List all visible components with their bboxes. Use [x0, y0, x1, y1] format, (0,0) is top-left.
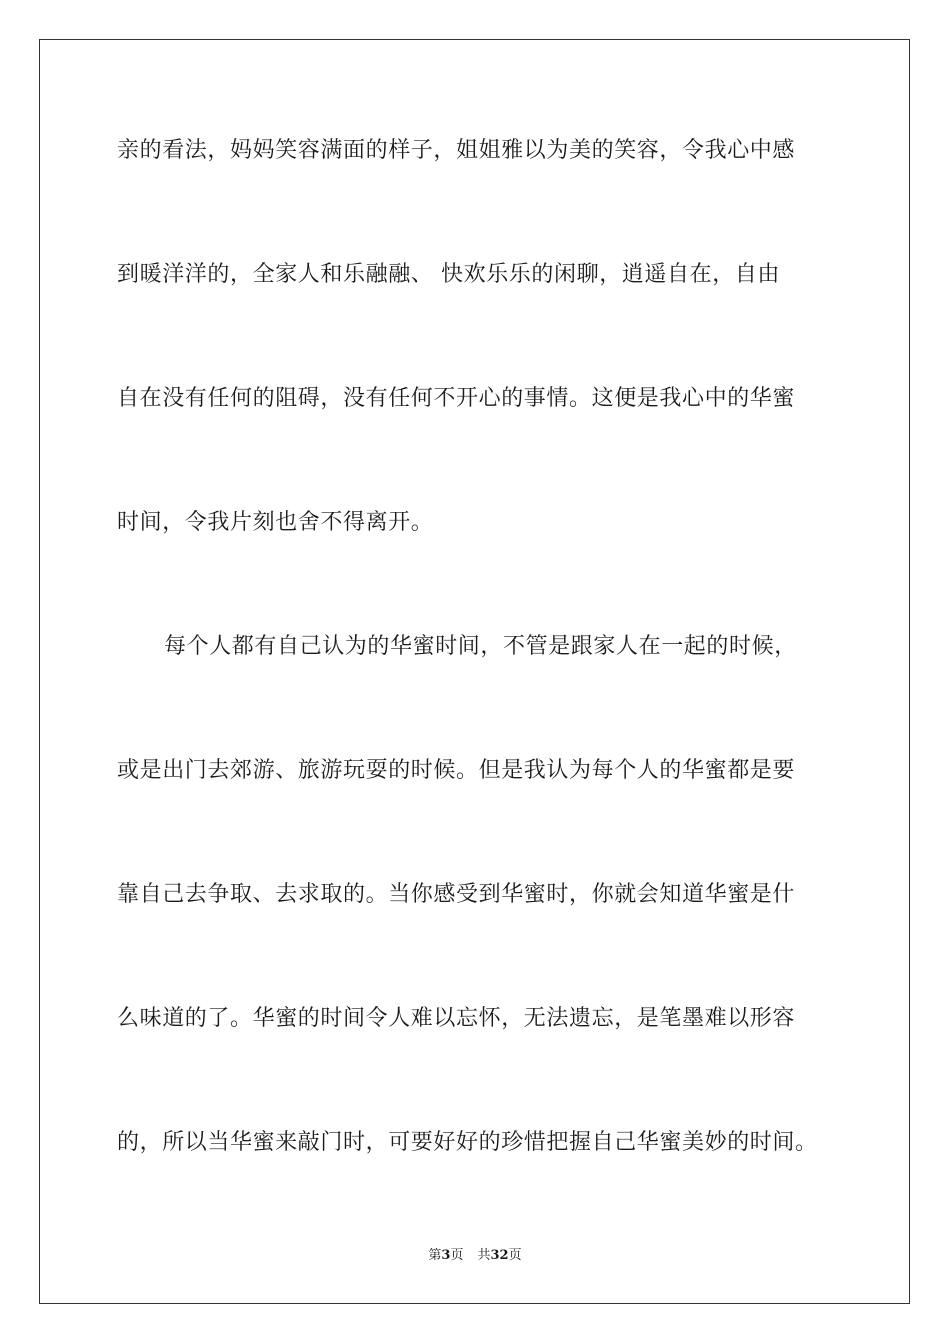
- total-prefix: 共: [477, 1248, 491, 1263]
- page-footer: [0, 1247, 950, 1265]
- text-line-4: 时间，令我片刻也舍不得离开。: [117, 510, 434, 535]
- text-line-2: 到暖洋洋的，全家人和乐融融、 快欢乐乐的闲聊，逍遥自在，自由: [117, 262, 780, 287]
- text-line-7: 靠自己去争取、去求取的。当你感受到华蜜时，你就会知道华蜜是什: [117, 882, 796, 907]
- text-line-1: 亲的看法，妈妈笑容满面的样子，姐姐雅以为美的笑容，令我心中感: [117, 138, 796, 163]
- text-line-9: 的，所以当华蜜来敲门时，可要好好的珍惜把握自己华蜜美妙的时间。: [117, 1130, 818, 1155]
- text-line-3: 自在没有任何的阻碍，没有任何不开心的事情。这便是我心中的华蜜: [117, 386, 796, 411]
- total-pages: 32: [490, 1248, 509, 1263]
- text-line-8: 么味道的了。华蜜的时间令人难以忘怀，无法遗忘，是笔墨难以形容: [117, 1006, 796, 1031]
- text-line-6: 或是出门去郊游、旅游玩耍的时候。但是我认为每个人的华蜜都是要: [117, 758, 796, 783]
- total-suffix: 页: [508, 1248, 522, 1263]
- page-number: 3: [441, 1248, 451, 1263]
- text-line-5: 每个人都有自己认为的华蜜时间，不管是跟家人在一起的时候，: [164, 634, 797, 659]
- page-suffix: 页: [450, 1248, 464, 1263]
- page-border: [39, 39, 910, 1304]
- page-prefix: 第: [428, 1248, 442, 1263]
